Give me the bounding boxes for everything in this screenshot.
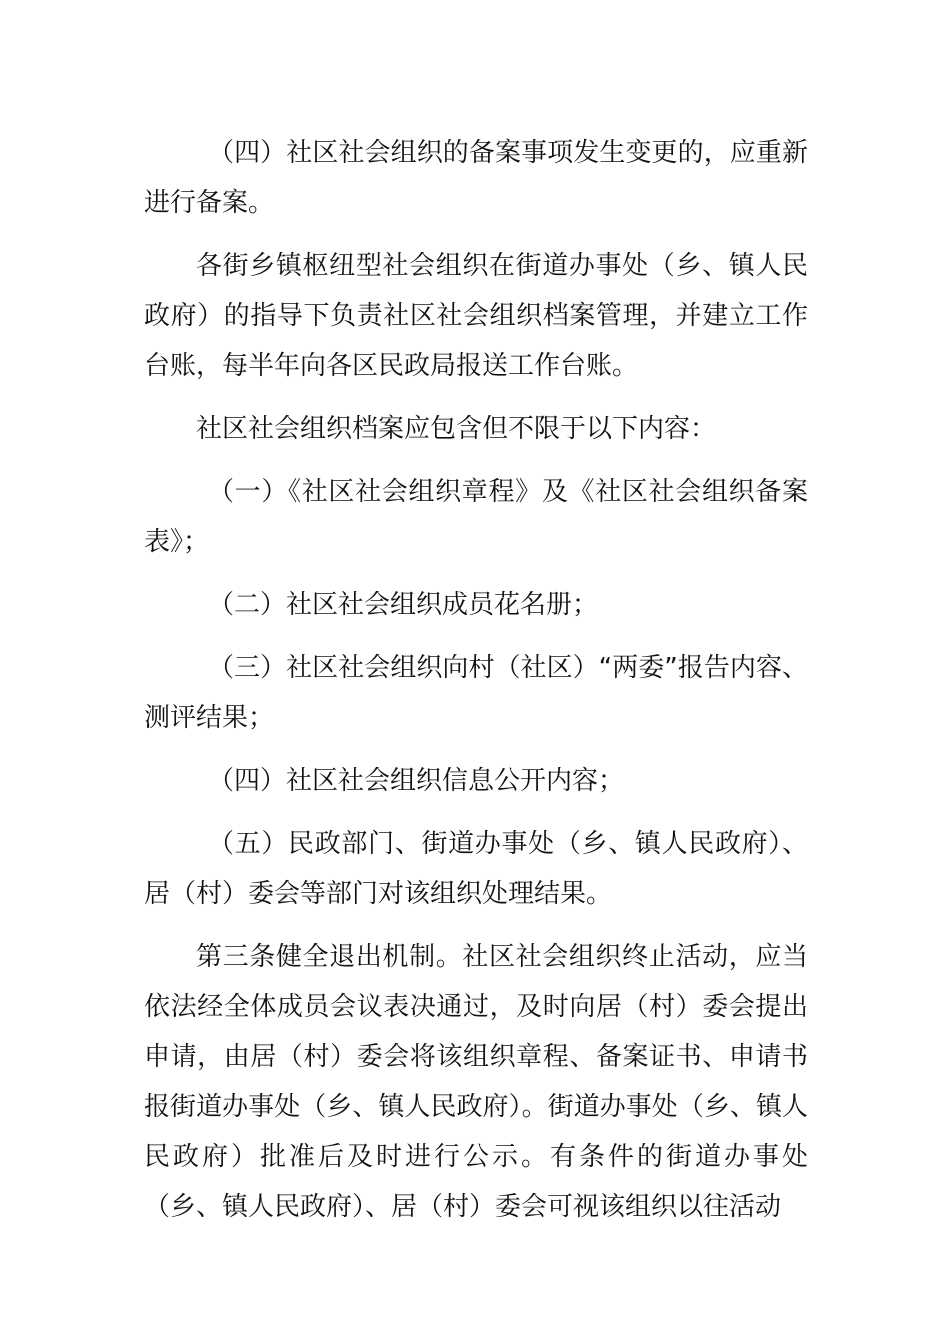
paragraph-archive-item-2: （二）社区社会组织成员花名册；	[208, 590, 599, 620]
paragraph-archive-item-4: （四）社区社会组织信息公开内容；	[208, 766, 625, 796]
paragraph-article-3-exit-mechanism: 第三条健全退出机制。社区社会组织终止活动，应当依法经全体成员会议表决通过，及时向居（村）委会提出申请，由居（村）委会将该组织章程、备案证书、申请书报街道办事处（乡、镇人民政府）。街道办事处（乡、镇人民政府）批准后及时进行公示。有条件的街道办事处（乡、镇人民政府）、居（村）委会可视该组织以往活动	[144, 942, 808, 1222]
paragraph-archive-contents-intro: 社区社会组织档案应包含但不限于以下内容：	[196, 414, 717, 444]
paragraph-archive-item-1: （一）《社区社会组织章程》及《社区社会组织备案表》；	[144, 477, 808, 557]
paragraph-archive-management: 各街乡镇枢纽型社会组织在街道办事处（乡、镇人民政府）的指导下负责社区社会组织档案管理，并建立工作台账，每半年向各区民政局报送工作台账。	[144, 251, 808, 381]
paragraph-filing-change: （四）社区社会组织的备案事项发生变更的，应重新进行备案。	[144, 138, 808, 218]
document-body	[144, 128, 808, 1232]
paragraph-archive-item-5: （五）民政部门、街道办事处（乡、镇人民政府）、居（村）委会等部门对该组织处理结果。	[144, 829, 808, 909]
paragraph-archive-item-3: （三）社区社会组织向村（社区）“两委”报告内容、测评结果；	[144, 653, 808, 733]
